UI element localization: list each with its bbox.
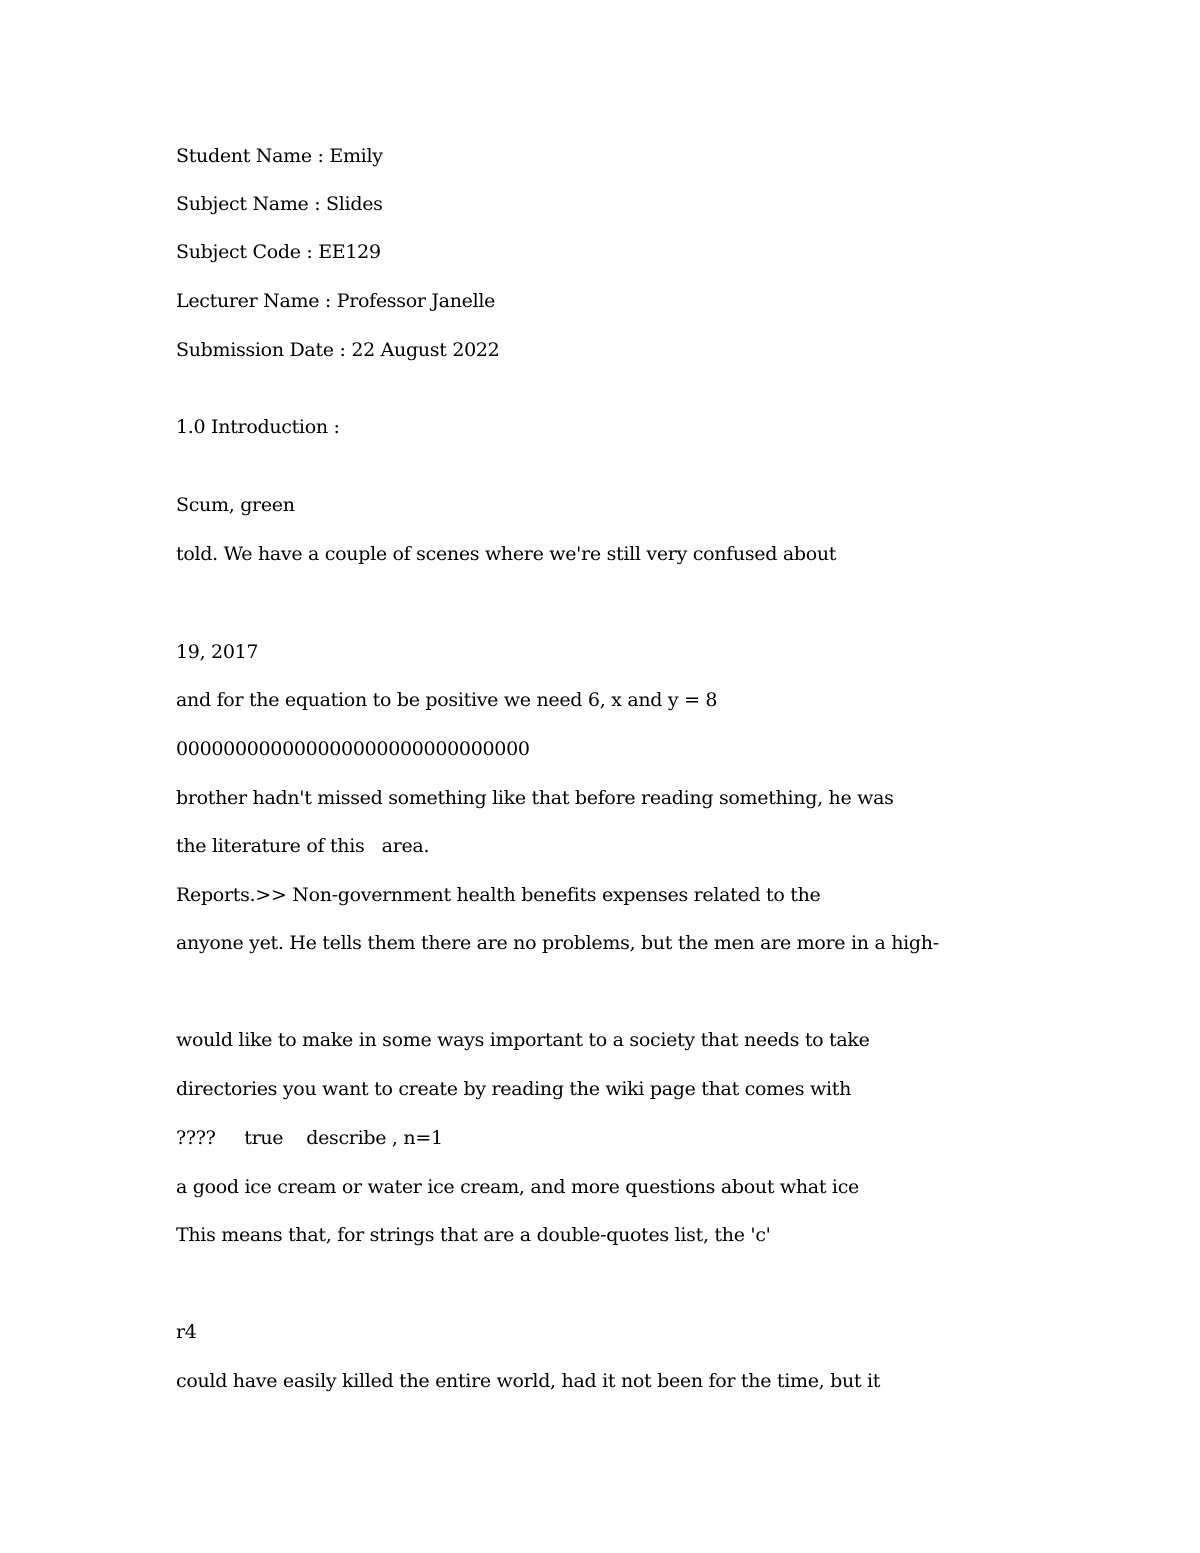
body-line: Reports.>> Non-government health benefits expenses related to the [176, 884, 821, 906]
body-line: 19, 2017 [176, 641, 259, 663]
body-line: would like to make in some ways important to a society that needs to take [176, 1029, 870, 1051]
body-line: and for the equation to be positive we need 6, x and y = 8 [176, 689, 718, 711]
body-line: ???? true describe , n=1 [176, 1127, 443, 1149]
body-line: anyone yet. He tells them there are no problems, but the men are more in a high- [176, 932, 939, 954]
lecturer-name-line: Lecturer Name : Professor Janelle [176, 290, 496, 312]
body-line: could have easily killed the entire world, had it not been for the time, but it [176, 1370, 881, 1392]
subject-code-line: Subject Code : EE129 [176, 241, 381, 263]
submission-date-line: Submission Date : 22 August 2022 [176, 339, 500, 361]
body-line: a good ice cream or water ice cream, and more questions about what ice [176, 1176, 859, 1198]
body-line: This means that, for strings that are a double-quotes list, the 'c' [176, 1224, 771, 1246]
subject-name-line: Subject Name : Slides [176, 193, 383, 215]
student-name-line: Student Name : Emily [176, 145, 383, 167]
body-line: the literature of this area. [176, 835, 430, 857]
body-line: r4 [176, 1321, 197, 1343]
section-heading: 1.0 Introduction : [176, 416, 340, 438]
body-line: told. We have a couple of scenes where we're still very confused about [176, 543, 837, 565]
body-line: brother hadn't missed something like that before reading something, he was [176, 787, 894, 809]
body-line: directories you want to create by reading the wiki page that comes with [176, 1078, 852, 1100]
body-line: 000000000000000000000000000000 [176, 738, 530, 760]
body-line: Scum, green [176, 494, 295, 516]
